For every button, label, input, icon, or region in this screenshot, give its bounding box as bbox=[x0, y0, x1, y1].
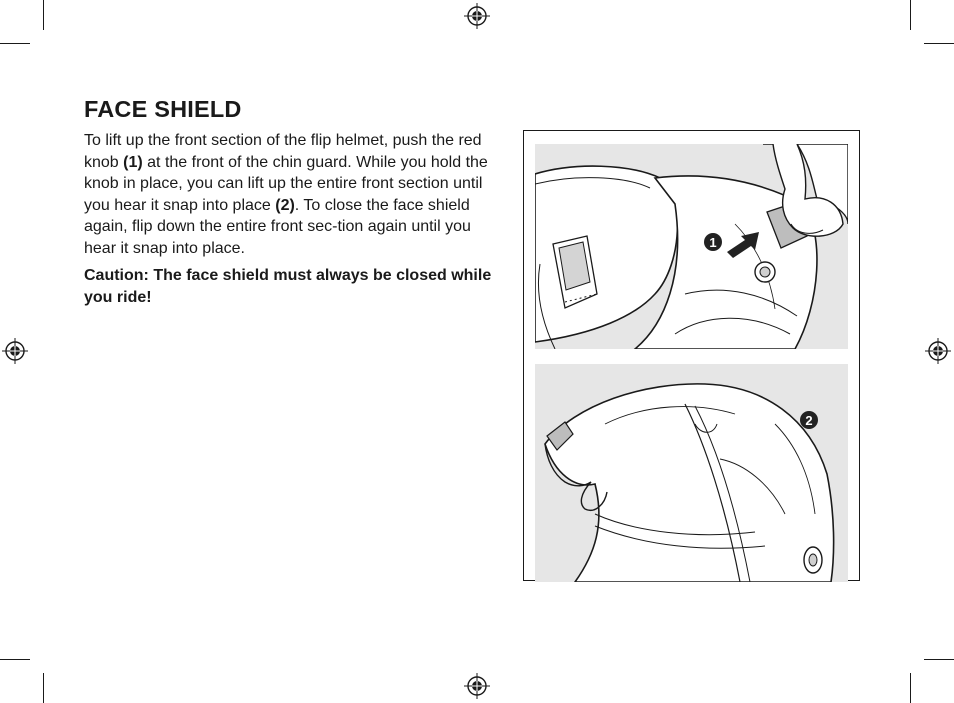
illustration-lifted-shield bbox=[535, 364, 848, 582]
crop-mark-bottom-left-h bbox=[0, 659, 30, 660]
instruction-paragraph bbox=[84, 130, 504, 259]
crop-mark-top-left-h bbox=[0, 43, 30, 44]
section-title: FACE SHIELD bbox=[84, 96, 242, 122]
crop-mark-bottom-right-v bbox=[910, 673, 911, 703]
crop-mark-bottom-left-v bbox=[43, 673, 44, 703]
crop-mark-bottom-right-h bbox=[924, 659, 954, 660]
crop-mark-top-left-v bbox=[43, 0, 44, 30]
illustration-press-knob bbox=[535, 144, 848, 349]
instruction-text-part2: at the front of the chin guard. While you hold the knob in place, you can lift up the entire front section until you hear it snap into place bbox=[84, 153, 488, 214]
section-body bbox=[84, 130, 504, 308]
registration-mark-right-icon bbox=[925, 338, 951, 364]
step-2-label: 2 bbox=[805, 413, 813, 428]
instruction-text-part3: . To close the face shield again, flip down the entire front sec-tion again until you hear it snap into place. bbox=[84, 196, 471, 257]
crop-mark-top-right-v bbox=[910, 0, 911, 30]
caution-note: Caution: The face shield must always be closed while you ride! bbox=[84, 267, 492, 306]
registration-mark-top-icon bbox=[464, 3, 490, 29]
reference-step-2: (2) bbox=[275, 196, 295, 214]
reference-step-1: (1) bbox=[123, 153, 143, 171]
registration-mark-bottom-icon bbox=[464, 673, 490, 699]
step-1-label: 1 bbox=[709, 235, 717, 250]
crop-mark-top-right-h bbox=[924, 43, 954, 44]
instruction-text-part1: To lift up the front section of the flip helmet, push the red knob bbox=[84, 132, 482, 171]
helmet-illustration-frame bbox=[523, 130, 860, 581]
registration-mark-left-icon bbox=[2, 338, 28, 364]
